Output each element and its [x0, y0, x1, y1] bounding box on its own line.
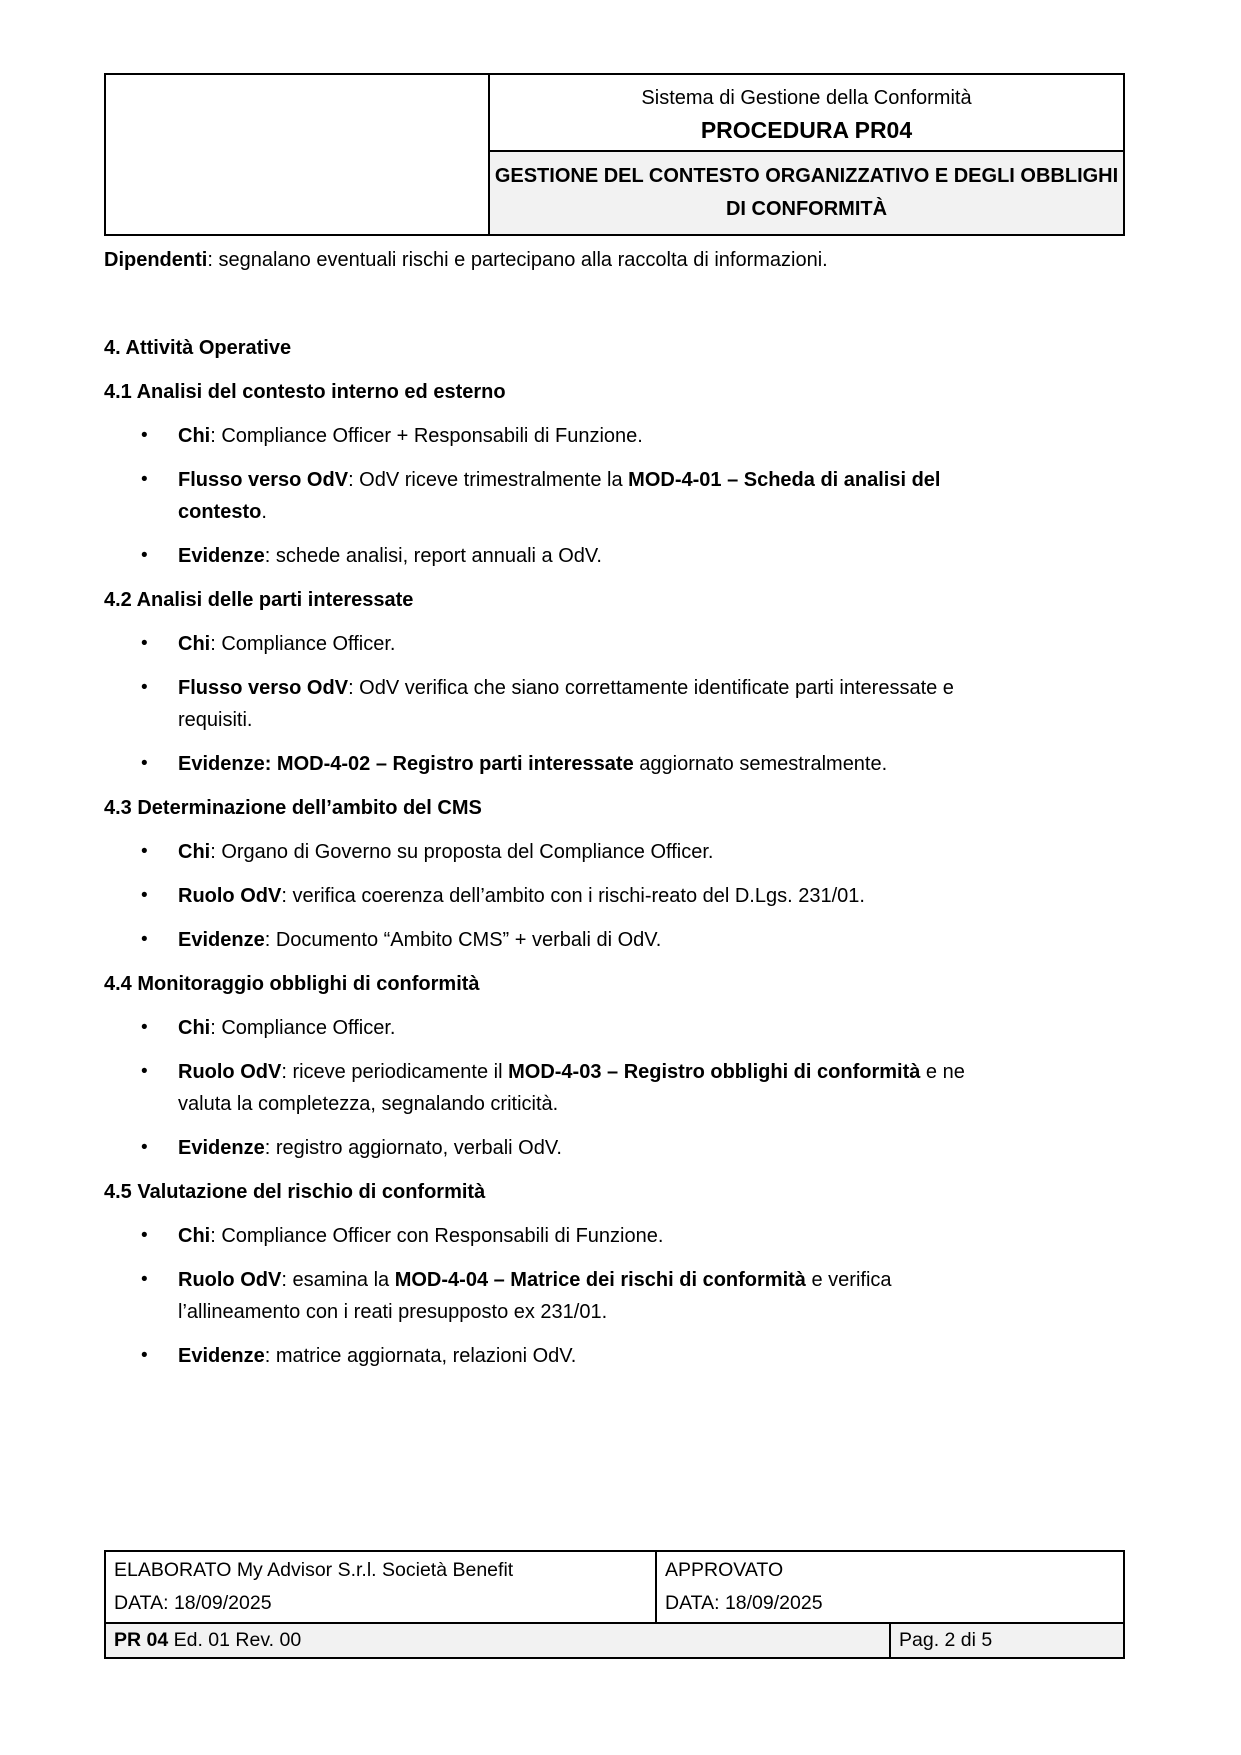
bullet-dot: •: [141, 1137, 148, 1158]
bullet-item: [104, 836, 1125, 868]
bullet-item: [104, 1012, 1125, 1044]
bold-text: Ruolo OdV: [178, 1061, 282, 1083]
section-heading-2: 4.2 Analisi delle parti interessate: [104, 589, 414, 611]
bullet-item: [104, 464, 1125, 528]
body-content: [104, 234, 1125, 1372]
bold-text: MOD-4-03 – Registro obblighi di conformità: [508, 1061, 921, 1083]
elaborato-label: ELABORATO My Advisor S.r.l. Società Benefit: [114, 1559, 514, 1581]
logo-cell: [105, 74, 489, 235]
bullet-item: [104, 672, 1125, 736]
bold-text: Evidenze: MOD-4-02 – Registro parti interessate: [178, 753, 634, 775]
bullet-item: [104, 1340, 1125, 1372]
footer-table: [104, 1550, 1125, 1659]
text: : riceve periodicamente il: [281, 1061, 509, 1083]
bullet-dot: •: [141, 885, 148, 906]
bold-text: Dipendenti: [104, 249, 208, 271]
text: : Compliance Officer.: [210, 633, 396, 655]
bullet-item: [104, 1220, 1125, 1252]
bold-text: Chi: [178, 633, 211, 655]
text: e ne: [920, 1061, 965, 1083]
intro-paragraph: [104, 244, 1125, 276]
text: : registro aggiornato, verbali OdV.: [264, 1137, 562, 1159]
bold-text: Evidenze: [178, 1345, 265, 1367]
text: : esamina la: [281, 1269, 395, 1291]
bullet-dot: •: [141, 929, 148, 950]
bold-text: MOD-4-01 – Scheda di analisi del: [628, 469, 941, 491]
bold-text: Evidenze: [178, 1137, 265, 1159]
text: e verifica: [805, 1269, 892, 1291]
bold-text: Chi: [178, 425, 211, 447]
text: valuta la completezza, segnalando criticità.: [178, 1093, 559, 1115]
text: .: [261, 501, 267, 523]
bullet-dot: •: [141, 545, 148, 566]
bold-text: Evidenze: [178, 929, 265, 951]
main-heading: 4. Attività Operative: [104, 337, 292, 359]
approvato-date: DATA: 18/09/2025: [665, 1592, 823, 1614]
bullet-item: [104, 924, 1125, 956]
bold-text: MOD-4-04 – Matrice dei rischi di conformità: [394, 1269, 806, 1291]
bullet-dot: •: [141, 677, 148, 698]
text: Ed. 01 Rev. 00: [168, 1629, 302, 1651]
bold-text: PR 04: [114, 1629, 169, 1651]
bullet-dot: •: [141, 425, 148, 446]
bold-text: Evidenze: [178, 545, 265, 567]
approvato-label: APPROVATO: [665, 1559, 784, 1581]
system-title: Sistema di Gestione della Conformità: [641, 86, 972, 109]
bullet-item: [104, 1264, 1125, 1328]
text: l’allineamento con i reati presupposto ex 231/01.: [178, 1301, 608, 1323]
bullet-item: [104, 420, 1125, 452]
document-title: GESTIONE DEL CONTESTO ORGANIZZATIVO E DEGLI OBBLIGHI DI CONFORMITÀ: [494, 165, 1119, 220]
bullet-dot: •: [141, 1017, 148, 1038]
bullet-dot: •: [141, 1345, 148, 1366]
bold-text: Flusso verso OdV: [178, 677, 349, 699]
bold-text: Chi: [178, 841, 211, 863]
text: : Organo di Governo su proposta del Compliance Officer.: [210, 841, 714, 863]
bold-text: Ruolo OdV: [178, 1269, 282, 1291]
elaborato-cell: [105, 1551, 656, 1623]
text: : verifica coerenza dell’ambito con i rischi-reato del D.Lgs. 231/01.: [281, 885, 865, 907]
bullet-item: [104, 540, 1125, 572]
bullet-dot: •: [141, 1225, 148, 1246]
bullet-dot: •: [141, 469, 148, 490]
elaborato-date: DATA: 18/09/2025: [114, 1592, 272, 1614]
header-title-cell: [489, 74, 1124, 151]
text: : matrice aggiornata, relazioni OdV.: [264, 1345, 577, 1367]
section-heading-4: 4.4 Monitoraggio obblighi di conformità: [104, 973, 480, 995]
section-heading-5: 4.5 Valutazione del rischio di conformità: [104, 1181, 486, 1203]
footer-reference-row: [105, 1623, 1124, 1658]
procedure-title: PROCEDURA PR04: [700, 116, 913, 143]
bullet-item: [104, 628, 1125, 660]
bold-text: Flusso verso OdV: [178, 469, 349, 491]
bullet-dot: •: [141, 633, 148, 654]
page-number: Pag. 2 di 5: [890, 1623, 1124, 1658]
bullet-item: [104, 1056, 1125, 1120]
section-heading-3: 4.3 Determinazione dell’ambito del CMS: [104, 797, 482, 819]
bullet-dot: •: [141, 841, 148, 862]
bold-text: contesto: [178, 501, 262, 523]
bold-text: Ruolo OdV: [178, 885, 282, 907]
bullet-item: [104, 880, 1125, 912]
bullet-dot: •: [141, 753, 148, 774]
document-reference: [105, 1623, 890, 1658]
text: : Compliance Officer + Responsabili di Funzione.: [210, 425, 643, 447]
bullet-dot: •: [141, 1269, 148, 1290]
text: : OdV verifica che siano correttamente identificate parti interessate e: [348, 677, 954, 699]
text: requisiti.: [178, 709, 253, 731]
bullet-item: [104, 1132, 1125, 1164]
bold-text: Chi: [178, 1225, 211, 1247]
text: aggiornato semestralmente.: [633, 753, 888, 775]
header-table: [104, 73, 1125, 236]
footer-approval-row: [105, 1551, 1124, 1623]
bullet-item: [104, 748, 1125, 780]
bold-text: Chi: [178, 1017, 211, 1039]
text: : schede analisi, report annuali a OdV.: [264, 545, 602, 567]
approvato-cell: [656, 1551, 1124, 1623]
text: : Documento “Ambito CMS” + verbali di OdV.: [264, 929, 662, 951]
text: : OdV riceve trimestralmente la: [348, 469, 629, 491]
text: : segnalano eventuali rischi e partecipano alla raccolta di informazioni.: [207, 249, 828, 271]
text: : Compliance Officer con Responsabili di Funzione.: [210, 1225, 664, 1247]
bullet-dot: •: [141, 1061, 148, 1082]
text: : Compliance Officer.: [210, 1017, 396, 1039]
section-heading-1: 4.1 Analisi del contesto interno ed esterno: [104, 381, 506, 403]
document-title-cell: [489, 151, 1124, 235]
